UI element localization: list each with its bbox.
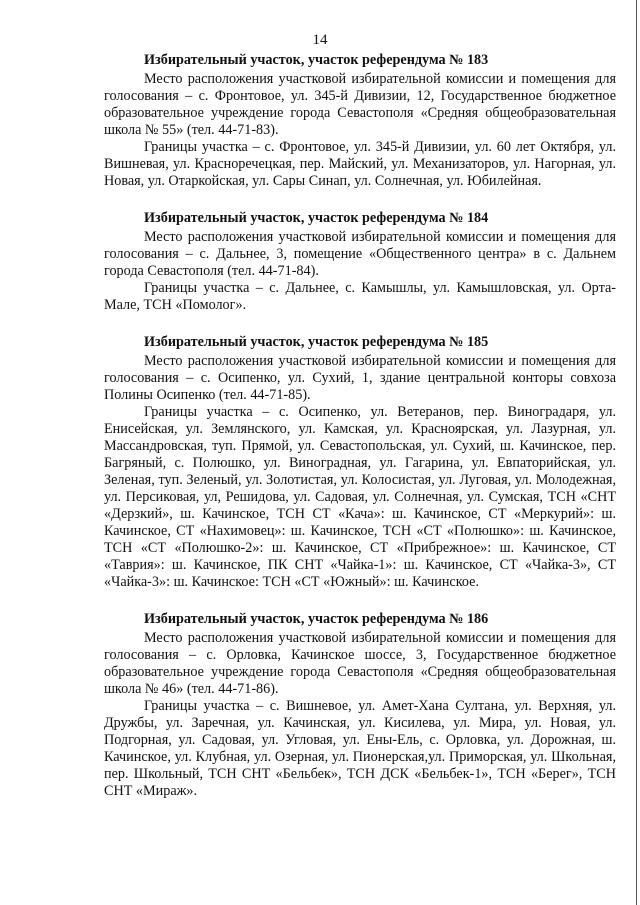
page-edge-line (636, 0, 637, 905)
precinct-heading: Избирательный участок, участок референдума № 184 (144, 210, 489, 226)
precinct-section-185 (104, 334, 616, 591)
precinct-location: Место расположения участковой избирательной комиссии и помещения для голосования – с. Дальнее, 3, помещение «Общественного центра» в с. Дальнем города Севастополя (тел. 44-71-84). (104, 229, 616, 279)
document-body (104, 52, 616, 820)
precinct-heading: Избирательный участок, участок референдума № 183 (144, 52, 489, 68)
precinct-borders: Границы участка – с. Осипенко, ул. Ветеранов, пер. Виноградаря, ул. Енисейская, ул. Землянского, ул. Камская, ул. Красноярская, ул. Лазурная, ул. Массандровская, туп. Прямой, ул. Севастопольская, ул. Сухий, ш. Качинское, пер. Багряный, с. Полюшко, ул. Виноградная, ул. Гагарина, ул. Евпаторийская, ул. Зеленая, туп. Зеленый, ул. Золотистая, ул. Колосистая, ул. Луговая, ул. Молодежная, ул. Персиковая, ул, Решидова, ул. Садовая, ул. Солнечная, ул. Сумская, ТСН «СНТ «Дерзкий», ш. Качинское, ТСН СТ «Кача»: ш. Качинское, СТ «Меркурий»: ш. Качинское, СТ «Нахимовец»: ш. Качинское, ТСН «СТ «Полюшко»: ш. Качинское, ТСН «СТ «Полюшко-2»: ш. Качинское, СТ «Прибрежное»: ш. Качинское, СТ «Таврия»: ш. Качинское, ПК СНТ «Чайка-1»: ш. Качинское, СТ «Чайка-3», СТ «Чайка-3»: ш. Качинское: ТСН «СТ «Южный»: ш. Качинское. (104, 404, 616, 590)
precinct-location: Место расположения участковой избирательной комиссии и помещения для голосования – с. Орловка, Качинское шоссе, 3, Государственное бюджетное образовательное учреждение города Севастополя «Средняя общеобразовательная школа № 46» (тел. 44-71-86). (104, 630, 616, 697)
precinct-location: Место расположения участковой избирательной комиссии и помещения для голосования – с. Осипенко, ул. Сухий, 1, здание центральной конторы совхоза Полины Осипенко (тел. 44-71-85). (104, 353, 616, 403)
precinct-heading: Избирательный участок, участок референдума № 185 (144, 334, 489, 350)
precinct-location: Место расположения участковой избирательной комиссии и помещения для голосования – с. Фронтовое, ул. 345-й Дивизии, 12, Государственное бюджетное образовательное учреждение города Севастополя «Средняя общеобразовательная школа № 55» (тел. 44-71-83). (104, 71, 616, 138)
precinct-section-184 (104, 210, 616, 314)
page-number: 14 (312, 32, 328, 48)
precinct-borders: Границы участка – с. Вишневое, ул. Амет-Хана Султана, ул. Верхняя, ул. Дружбы, ул. Заречная, ул. Качинская, ул. Кисилева, ул. Мира, ул. Новая, ул. Подгорная, ул. Садовая, ул. Угловая, ул. Ены-Ель, с. Орловка, ул. Дорожная, ш. Качинское, ул. Клубная, ул. Озерная, ул. Пионерская,ул. Приморская, ул. Школьная, пер. Школьный, ТСН СНТ «Бельбек», ТСН ДСК «Бельбек-1», ТСН «Берег», ТСН СНТ «Мираж». (104, 698, 616, 799)
precinct-borders: Границы участка – с. Фронтовое, ул. 345-й Дивизии, ул. 60 лет Октября, ул. Вишневая, ул. Красноречецкая, пер. Майский, ул. Механизаторов, ул. Нагорная, ул. Новая, ул. Отаркойская, ул. Сары Синап, ул. Солнечная, ул. Юбилейная. (104, 139, 616, 189)
precinct-section-186 (104, 611, 616, 800)
precinct-heading: Избирательный участок, участок референдума № 186 (144, 611, 489, 627)
precinct-section-183 (104, 52, 616, 190)
precinct-borders: Границы участка – с. Дальнее, с. Камышлы, ул. Камышловская, ул. Орта-Мале, ТСН «Помолог». (104, 280, 616, 313)
